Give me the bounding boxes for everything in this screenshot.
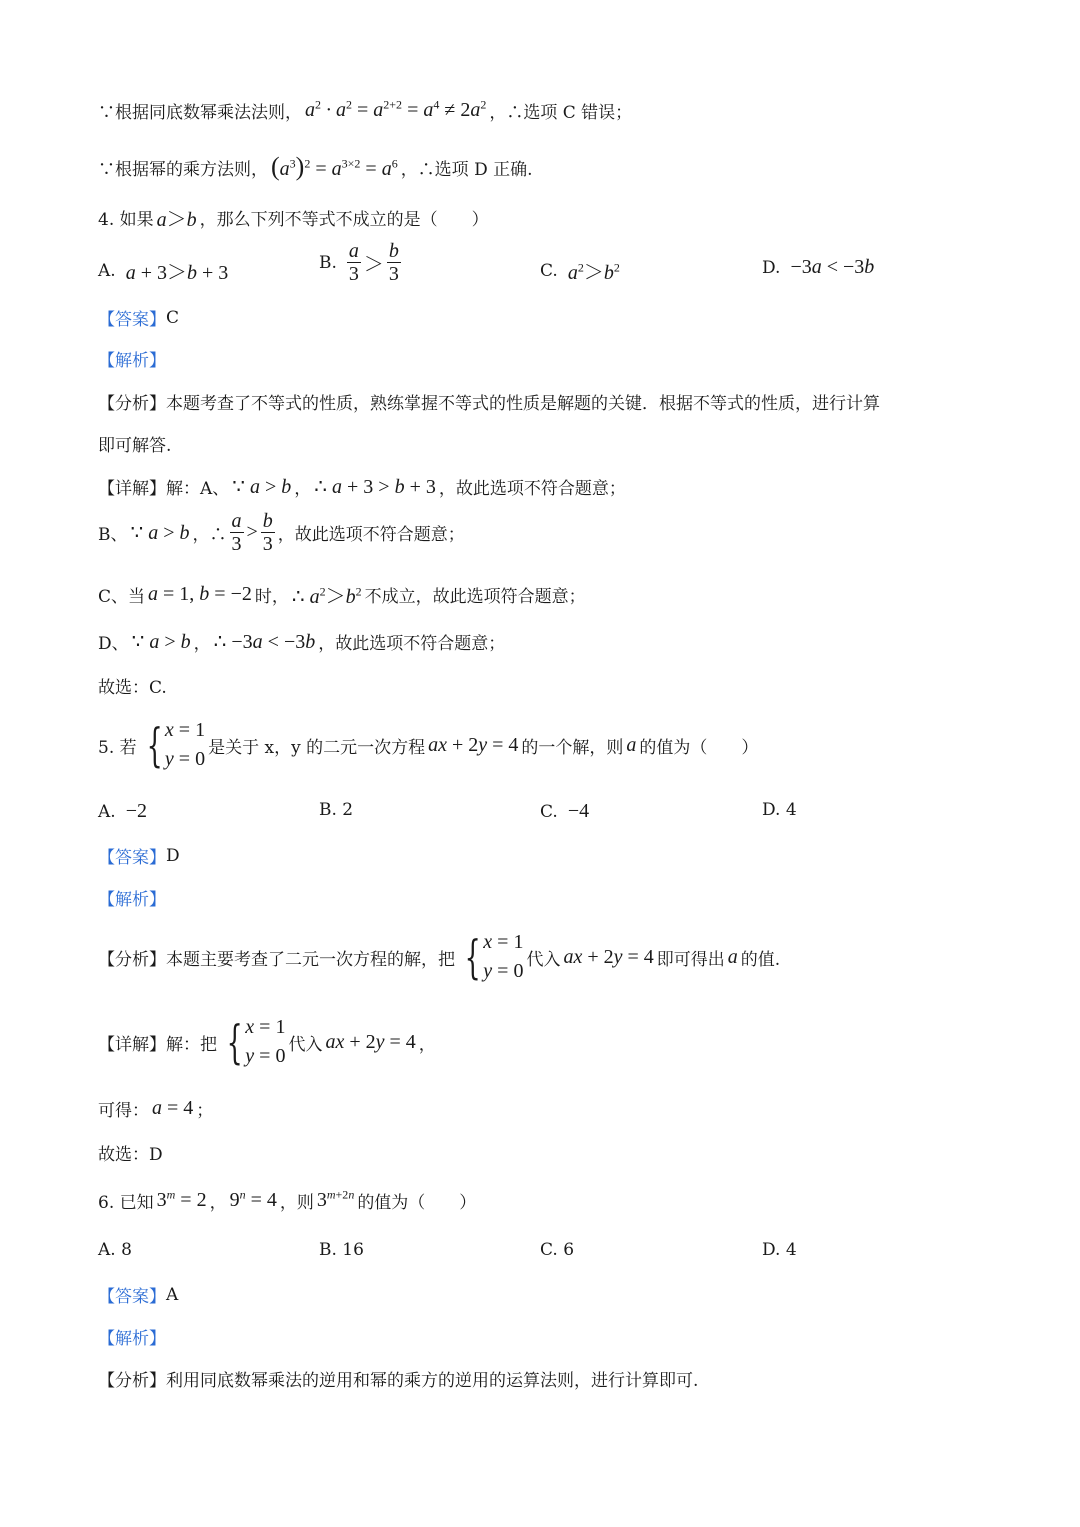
- q4-option-a: A. a + 3＞b + 3: [98, 260, 229, 284]
- equation-system: { x = 1 y = 0: [146, 718, 206, 772]
- q5-option-b: B. 2: [319, 800, 354, 820]
- q4-xiangjie-b: B、 ∵ a > b ，∴ $\frac{a}{3}$ > $\frac{b}{3}$ ，故此选项不符合题意；: [98, 510, 465, 555]
- q5-stem: 5. 若 { x = 1 y = 0 是关于 x，y 的二元一次方程 ax + 2y = 4 的一个解，则 a 的值为（ ）: [98, 718, 759, 772]
- q6-analysis-tag: 【解析】: [98, 1329, 166, 1349]
- q5-analysis-tag: 【解析】: [98, 890, 166, 910]
- q5-choose: 故选：D: [98, 1145, 163, 1165]
- q4-xiangjie-a: 【详解】 解：A、 ∵ a > b ， ∴ a + 3 > b + 3 ，故此选项不符合题意；: [98, 476, 626, 499]
- q5-option-d: D. 4: [762, 800, 797, 820]
- math-expr: $a^2 \cdot a^2 = a^{2+2} = a^4 \ne 2a^2$: [305, 97, 487, 121]
- q5-fenxi: 【分析】 本题主要考查了二元一次方程的解，把 { x = 1 y = 0 代入 ax + 2y = 4 即可得出 a 的值.: [98, 930, 781, 984]
- q4-option-c: C. $a^2>b^2$: [540, 260, 620, 284]
- q5-xiangjie: 【详解】 解：把 { x = 1 y = 0 代入 ax + 2y = 4 ，: [98, 1015, 436, 1069]
- q6-answer: 【答案】 A: [98, 1284, 179, 1307]
- q6-option-c: C. 6: [540, 1240, 575, 1260]
- q4-option-d: D. −3a < −3b: [762, 256, 875, 278]
- q4-analysis-tag: 【解析】: [98, 351, 166, 371]
- q4-choose: 故选：C.: [98, 678, 167, 698]
- q5-answer: 【答案】 D: [98, 845, 180, 868]
- q4-stem: 4. 如果 a＞b ，那么下列不等式不成立的是（ ）: [98, 209, 489, 231]
- q5-result: 可得： a = 4 ；: [98, 1097, 214, 1121]
- q5-option-c: C. −4: [540, 800, 590, 822]
- q4-fenxi-cont: 即可解答.: [98, 436, 172, 456]
- q4-option-b: B. $\frac{a}{3}$ ＞ $\frac{b}{3}$: [319, 240, 399, 285]
- q6-stem: 6. 已知 3$^m$ = 2 ， 9$^n$ = 4 ，则 $3^{m+2n}$ 的值为（ ）: [98, 1187, 477, 1213]
- equation-system: { x = 1 y = 0: [464, 930, 524, 984]
- q6-option-a: A. 8: [98, 1240, 132, 1260]
- q6-fenxi: 【分析】 利用同底数幂乘法的逆用和幂的乘方的逆用的运算法则，进行计算即可.: [98, 1371, 699, 1391]
- line-power-product: ∵根据同底数幂乘法法则， $a^2 \cdot a^2 = a^{2+2} = a^4 \ne 2a^2$ ，∴选项 C 错误；: [98, 97, 633, 123]
- q6-option-d: D. 4: [762, 1240, 797, 1260]
- q5-option-a: A. −2: [98, 800, 147, 822]
- line-power-of-power: ∵根据幂的乘方法则， $(a^3)^2 = a^{3\times 2} = a^6$ ，∴选项 D 正确.: [98, 152, 533, 181]
- q4-answer: 【答案】 C: [98, 307, 180, 330]
- equation-system: { x = 1 y = 0: [226, 1015, 286, 1069]
- q4-xiangjie-c: C、当 a = 1, b = −2 时， ∴ $a^2>b^2$ 不成立，故此选项符合题意；: [98, 583, 586, 608]
- q4-fenxi: 【分析】 本题考查了不等式的性质，熟练掌握不等式的性质是解题的关键．根据不等式的性质，进行计算: [98, 394, 880, 414]
- q6-option-b: B. 16: [319, 1240, 364, 1260]
- math-expr: $(a^3)^2 = a^{3\times 2} = a^6$: [271, 152, 398, 181]
- q4-xiangjie-d: D、 ∵ a > b ， ∴ −3a < −3b ，故此选项不符合题意；: [98, 631, 506, 654]
